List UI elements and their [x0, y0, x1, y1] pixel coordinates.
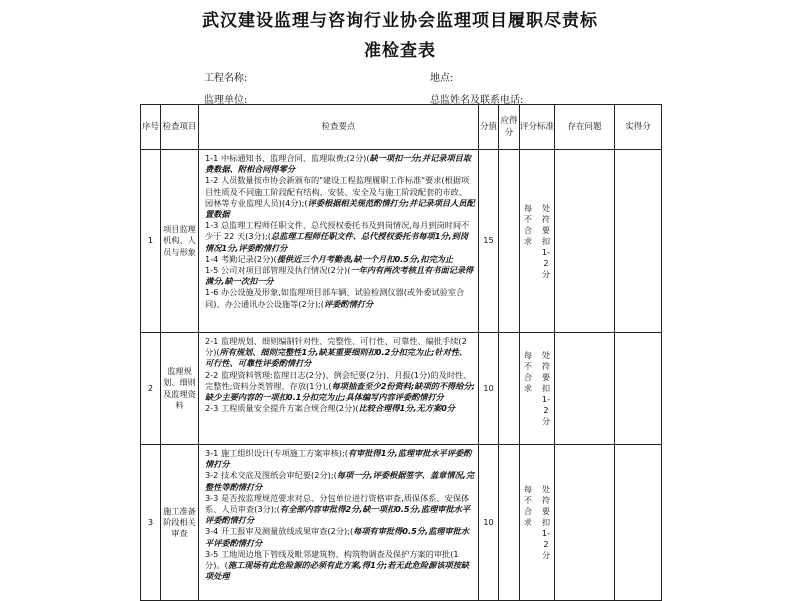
point-1-5: 1-5 公司对项目部管理及执行情况(2分)(一年内有两次考核且有书面记录得满分,缺一次扣一分 [205, 265, 474, 287]
point-1-2: 1-2 人员数量按市协会新颁布的"建设工程监理履职工作标准"要求(根据项目性质及不同施工阶段配有结构、安装、安全及与施工阶段配套的市政、园林等专业监理人员)(4分);(评委根据相关规范酌情打分;并记录项目人员配置数据 [205, 175, 475, 220]
header-actual: 实得分 [615, 105, 662, 150]
row-standard [520, 333, 555, 445]
row-points [199, 333, 479, 445]
point-3-1: 3-1 施工组织设计(专项施工方案审核);(有审批得1分,监理审批水平评委酌情打分 [205, 448, 472, 470]
chief-supervisor-label: 总监姓名及联系电话: [430, 95, 524, 106]
point-3-2: 3-2 技术交底及图纸会审纪要(2分);(每项一分,评委根据签字、盖章情况,完整性等酌情打分 [205, 470, 475, 492]
supervisor-unit-label: 监理单位: [204, 95, 248, 106]
row-score: 10 [479, 333, 499, 445]
row-item: 施工准备阶段相关审查 [161, 445, 199, 601]
standard-left: 每不合求 [523, 484, 533, 527]
row-standard [520, 150, 555, 333]
row-points [199, 445, 479, 601]
row-actual [615, 150, 662, 333]
point-3-5: 3-5 工地周边地下管线及毗邻建筑物、构筑物调查及保护方案的审批(1分)。(施工现场有此危险源的必须有此方案,得1分;若无此危险源该项按缺项处理 [205, 548, 470, 582]
project-name-label: 工程名称: [204, 73, 248, 84]
row-problems [555, 445, 615, 601]
row-seq: 1 [141, 150, 161, 333]
row-problems [555, 333, 615, 445]
row-item: 监理规划、细则及监理资料 [161, 333, 199, 445]
header-due: 应得分 [499, 105, 520, 150]
standard-right: 处符要扣1-2分 [541, 484, 551, 560]
standard-right: 处符要扣1-2分 [541, 202, 551, 279]
row-actual [615, 333, 662, 445]
point-3-4: 3-4 开工报审及测量放线成果审查(2分);(每项有审批得0.5分,监理审批水平评委酌情打分 [205, 526, 470, 548]
header-item: 检查项目 [161, 105, 199, 150]
row-score: 15 [479, 150, 499, 333]
row-due [499, 333, 520, 445]
row-score: 10 [479, 445, 499, 601]
document-title-line1: 武汉建设监理与咨询行业协会监理项目履职尽责标 [202, 11, 598, 31]
standard-left: 每不合求 [523, 202, 533, 246]
row-points [199, 150, 479, 333]
row-seq: 3 [141, 445, 161, 601]
standard-left: 每不合求 [523, 350, 533, 393]
row-actual [615, 445, 662, 601]
point-1-3: 1-3 总监理工程师任职文件、总代授权委托书及到岗情况,每月到岗时间不少于 22 天(3分);(总监理工程师任职文件、总代授权委托书每项1分,到岗情况1分,评委酌情打分 [205, 220, 470, 253]
row-item: 项目监理机构、人员与形象 [161, 150, 199, 333]
location-label: 地点: [430, 73, 454, 84]
row-problems [555, 150, 615, 333]
table-row [141, 445, 662, 601]
header-problems: 存在问题 [555, 105, 615, 150]
table-row [141, 333, 662, 445]
point-1-1: 1-1 中标通知书、监理合同、监理取费;(2分)(缺一项扣一分;并记录项目取费数据、附相合同得零分 [205, 153, 472, 175]
row-seq: 2 [141, 333, 161, 445]
point-1-6: 1-6 办公设施及形象,如监理项目部车辆、试验检测仪器(或外委试验室合同)、办公通讯办公设施等(2分);(评委酌情打分 [205, 287, 465, 309]
point-2-1: 2-1 监理规划、细则编制针对性、完整性、可行性、可靠性、编批手续(2分)(所有规划、细则完整性1分,缺某重要细则扣0.2分扣完为止;针对性、可行性、可靠性评委酌情打分 [205, 336, 468, 369]
header-points: 检查要点 [199, 105, 479, 150]
point-2-3: 2-3 工程质量安全提升方案合规合理(2分)(比较合理得1分,无方案0分 [205, 403, 455, 414]
header-standard: 评分标准 [520, 105, 555, 150]
table-header-row [141, 105, 662, 150]
row-due [499, 445, 520, 601]
inspection-table [140, 104, 662, 601]
point-2-2: 2-2 监理资料管理:监理日志(2分)、例会纪要(2分)、月报(1分)的及时性、完整性;资料分类管理、存放(1分),(每项抽查至少2份资料;缺项的不得给分;缺少主要内容的一项扣0.1分扣完为止;具体编写内容评委酌情打分 [205, 369, 475, 403]
header-score: 分值 [479, 105, 499, 150]
point-3-3: 3-3 是否按监理规范要求对总、分包单位进行资格审查,质保体系、安保体系、人员审查(3分);(有全部内容审批得2分,缺一项扣0.5分,监理审批水平评委酌情打分 [205, 492, 471, 526]
table-row [141, 150, 662, 333]
header-seq: 序号 [141, 105, 161, 150]
standard-right: 处符要扣1-2分 [541, 350, 551, 426]
row-standard [520, 445, 555, 601]
document-title-line2: 准检查表 [364, 41, 436, 61]
point-1-4: 1-4 考勤记录(2分)(提供近三个月考勤表,缺一个月扣0.5分,扣完为止 [205, 253, 454, 264]
row-due [499, 150, 520, 333]
